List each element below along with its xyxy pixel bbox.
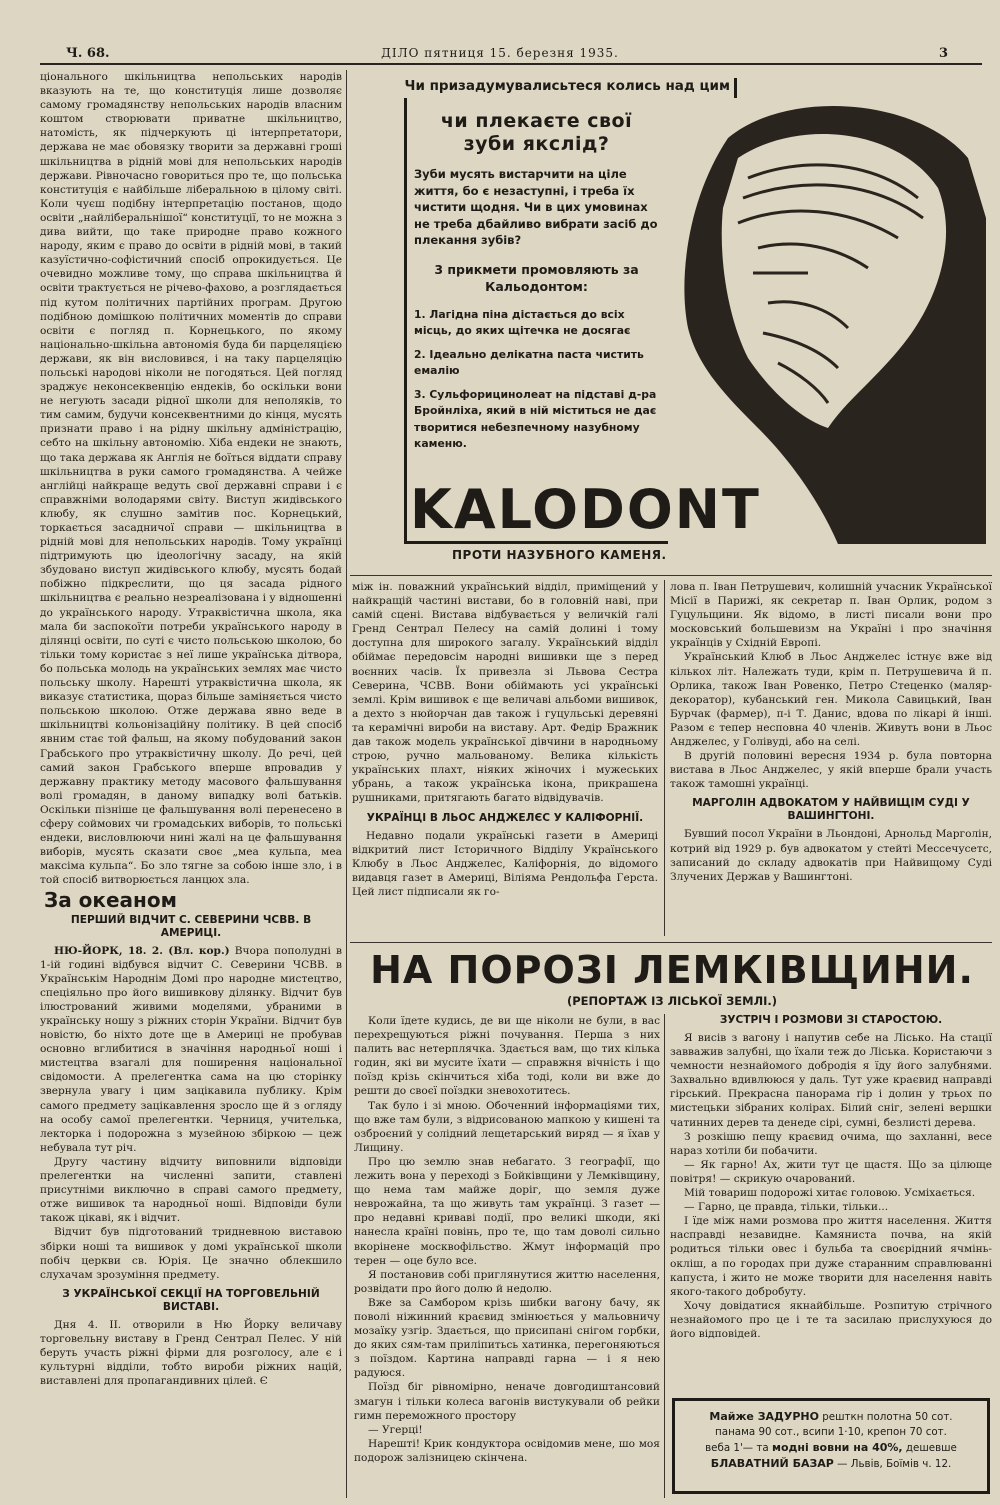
ad-body: Зуби мусять вистарчити на ціле життя, бо є незаступні, і треба їх чистити щодня. Чи в цих умовинах не треба дбайливо вибрати засіб до плекання зубів? bbox=[414, 167, 658, 248]
article-paragraph: Недавно подали українські газети в Америці відкритий лист Історичного Відділу Українського Клюбу в Льос Анджелес, Каліфорнія, до відомого видавця газет в Америці, Віліяма Рендольфа Герста. Цей лист підписали як го- bbox=[352, 829, 658, 898]
classified-text: дешевше bbox=[905, 1442, 957, 1454]
ad-headline: чи плекаєте свої зуби якслід? bbox=[440, 110, 633, 155]
col3-paragraph: лова п. Іван Петрушевич, колишній учасник Української Місії в Парижі, як секретар п. Іван Орлик, родом з Гуцульщини. Як відомо, в листі писали вони про московський большевизм на Україні і про значіння українців у Східній Европі. bbox=[670, 581, 992, 650]
classified-line-1 bbox=[685, 1409, 977, 1425]
page-number-label: Ч. 68. bbox=[66, 46, 110, 61]
feature-paragraph: З розкішю пещу краєвид очима, що захланні, весе нараз хотіли би побачити. bbox=[670, 1130, 992, 1157]
col3-paragraph: Український Клюб в Льос Анджелес істнує вже від кількох літ. Належать туди, крім п. Петрушевича й п. Орлика, також Іван Ровенко, Петро Стеценко (маляр-декоратор), кубанський ген. Микола Савицький, Іван Бурчак (фармер), п-і Т. Данис, вдова по лікарі й інші. Разом є тепер несповна 40 членів. Живуть вони в Льос Анджелес, у Голівуді, або на селі. bbox=[670, 651, 992, 749]
page-number-right: 3 bbox=[938, 46, 948, 61]
classified-address: — Львів, Боїмів ч. 12. bbox=[837, 1458, 952, 1470]
kalodont-advertisement bbox=[352, 72, 992, 570]
section-title-za-okeanom: За океаном bbox=[44, 888, 177, 913]
feature-column-b bbox=[670, 1014, 992, 1392]
column-divider bbox=[664, 1014, 665, 1498]
ad-top-line: Чи призадумувалисьтеся колись над цим bbox=[404, 78, 730, 94]
classified-text: решткн полотна 50 сот. bbox=[822, 1411, 953, 1423]
feature-paragraph: Коли їдете кудись, де ви ще ніколи не були, в вас перехрещуються ріжні почування. Перша з них палить вас нетерплячка. Здається вам, що тих кілька годин, які ви мусите їхати — справжня вічність і що поїзд крізь скінчиться хіба тоді, коли ви вже до решти до своєї поїздки зневохотитесь. bbox=[354, 1015, 660, 1098]
header-rule bbox=[40, 63, 982, 65]
ad-top-bar bbox=[734, 78, 737, 98]
ad-point: 3. Сульфорицинолеат на підставі д-ра Бройнліха, який в ній міститься не дає творитися небезпечному назубному каменю. bbox=[414, 387, 657, 451]
feature-paragraph: Мій товариш подорожі хитає головою. Усміхається. bbox=[684, 1187, 976, 1200]
feature-subtitle: (РЕПОРТАЖ ІЗ ЛІСЬКОЇ ЗЕМЛІ.) bbox=[566, 994, 778, 1008]
article-paragraph: Дня 4. II. отворили в Ню Йорку величаву торговельну виставу в Гренд Сентрал Пелес. У ній беруть участь ріжні фірми для розголосу, але є і культурні відділи, тобто вироби ріжних націй, виставлені для пропагандивних цілей. Є bbox=[40, 1318, 342, 1388]
ad-text-block bbox=[414, 110, 659, 460]
col2-paragraph: між ін. поважний український відділ, приміщений у найкращій частині вистави, бо в головній наві, при самій сцені. Вистава відбувається у величкій галі Гренд Сентрал Пелесу на самій долині і тому доступна для широкого загалу. Український відділ обіймає передовсім народні вишивки ще з перед воєнних часів. Їх привезла зі Львова Сестра Северина, ЧСВВ. Вони обіймають усі українські землі. Крім вишивок є ще величаві альбоми вишивок, а дехто з нюйорчан дав також і гуцульські деревяні та керамічні вироби на виставу. Арт. Федір Бражник дав також модель української дівчини в народньому строю, ручно мальованому. Велика кількість українських плахт, ніяких жіночих і мужеських убрань, а також українська ікона, прикрашена рушниками, притягають багато відвідувачів. bbox=[352, 581, 658, 805]
feature-paragraph: Я постановив собі приглянутися життю населення, розвідати про його долю й недолю. bbox=[354, 1268, 660, 1295]
classified-line-3 bbox=[685, 1440, 977, 1456]
feature-column-a bbox=[354, 1014, 660, 1500]
ad-bottom-rule bbox=[350, 575, 992, 576]
feature-paragraph: Так було і зі мною. Обоченний інформаціями тих, що вже там були, з відрисованою мапкою у кишені та озброєний у солідний лещетарський виряд — я їхав у Лищину. bbox=[354, 1099, 660, 1154]
feature-headline: НА ПОРОЗІ ЛЕМКІВЩИНИ. bbox=[370, 948, 974, 992]
classified-line-2: панама 90 сот., всипи 1·10, крепон 70 сот. bbox=[715, 1426, 947, 1438]
article-paragraph: Другу частину відчиту виповнили відповіди прелегентки на численні запити, ставлені присутніми виключно в справі самого предмету, отже вишивок та народньої ноші. Відповіди були також цікаві, як і відчит. bbox=[40, 1155, 342, 1225]
masthead: ДІЛО пятниця 15. березня 1935. bbox=[381, 46, 619, 60]
column-divider bbox=[346, 70, 347, 1498]
classified-text: веба 1'— та bbox=[705, 1442, 769, 1454]
col1-paragraph: ціонального шкільництва непольських народів вказують на те, що конституція лише дозволяє самому громадянству непольських народів власним коштом створювати приватне шкільництво, натомість, як підчеркують ці інтерпретатори, держава не має обовязку творити за державні гроші шкільництва в рідній мові для непольських народів держави. Рівночасно говориться про те, що польська конституція є найбільше ліберальною в цілому світі. Коли чуєш подібну інтерпретацію постанов, щодо освіти „найліберальнішої“ конституції, то не можна з дива вийти, що таке природне право кожного народу, яким є право до освіти в рідній мові, в такий казуїстично-софістичний спосіб опрокидується. Це очевидно можливе тому, що справа шкільництва й освіти трактується не річево-фахово, а розглядається під кутом політичних партійних програм. Другою подібною домішкою політичних моментів до справи освіти є погляд п. Корнецького, по якому національно-шкільна автономія буда би парцеляцією держави, як він висловився, і на таку парцеляцію польські народові ніколи не погодяться. Цей погляд зраджує неконсеквенцію ендеків, бо оскільки вони не негують засади рідної школи для неполяків, то тим самим, будучи консеквентними до кінця, мусять признати право і на рідну шкільну адміністрацію, себто на шкільну автономію. Хіба ендеки не знають, що така держава як Англія не боїться віддати справу шкільництва в руки самого громадянства. А чейже англійці найкраще ведуть свої державні справи і є справжніми володарями світу. Виступ жидівського клюбу, як слушно замітив пос. Корнецький, торкається засадничої справи — шкільництва в рідній мові для непольських народів. Тому українці підтримують цю ідеологічну засаду, на якій збудовано виступ жидівського клюбу, мусять бодай побіжно підкреслити, що ця засада рідного шкільництва є реально незреалізована і у відношенні до українського народу. Утраквістична школа, яка мала би заспокоїти потреби українського народу в ділянці освіти, по суті є чисто польською школою, бо тільки тому користає з неї лише українська дітвора, бо польська молодь на українських землях має чисто польську школу. Нарешті утраквістична школа, як виказує статистика, щораз більше заміняється чисто польською школою. Отже держава явно веде в шкільництві кольонізаційну політику. В цей спосіб явним стає той фальш, на якому побудований закон Грабського про утраквістичну школу. До речі, цей самий закон Грабського вперше впровадив у державну практику методу масового фальшування волі громадян, в даному випадку волі батьків. Оскільки пізніше це фальшування волі перенесено в сферу соймових чи громадських виборів, то польські ендеки, висловлюючи нині жалі на це фальшування виборів, мусять сказати своє „меа кульпа, меа максіма кульпа“. Бо зло тягне за собою інше зло, і в той спосіб витворюється ланцюх зла. bbox=[40, 71, 342, 887]
classified-emphasis: модні вовни на 40%, bbox=[771, 1441, 903, 1454]
col3-paragraph: В другій половині вересня 1934 р. була повторна вистава в Льос Анджелес, у якій вперше брали участь також тамошні українці. bbox=[670, 750, 992, 791]
article-title-margolin: МАРГОЛІН АДВОКАТОМ У НАЙВИЩІМ СУДІ У ВАШИНГТОНІ. bbox=[692, 797, 970, 823]
article-paragraph: Вчора пополудні в 1-ій годині відбувся відчит С. Северини ЧСВВ. в Українськім Народнім Домі про народне мистецтво, спеціяльно про його вишивкову ділянку. Відчит був ілюстрований живими моделями, убраними в українську ношу з ріжних сторін України. Відчит був новістю, бо ніхто доте ще в Америці не пробував основно вглибитися в значіння народньої ноші і мистецтва взагалі для поширення національної свідомости. А прелегентка сама на цю сторінку звернула увагу і цим зацікавила публику. Крім самого предмету зацікавлення зросло ще й з огляду на особу самої прелегентки. Черниця, учителька, лекторка і подорожна з музейною збіркою — цеж небувала тут річ. bbox=[40, 944, 342, 1154]
classified-line-4 bbox=[685, 1456, 977, 1472]
feature-subheading: ЗУСТРІЧ І РОЗМОВИ ЗІ СТАРОСТОЮ. bbox=[719, 1014, 943, 1026]
ad-point: 2. Ідеально делікатна паста чистить емалію bbox=[414, 347, 644, 378]
feature-top-rule bbox=[350, 942, 992, 943]
article-paragraph: Відчит був підготований тридневною виставою збірки ноші та вишивок у домі української школи побіч церкви св. Юрія. Це значно облекшило слухачам зрозуміння предмету. bbox=[40, 1226, 342, 1281]
feature-paragraph: Нарешті! Крик кондуктора освідомив мене, шо моя подорож залізницею скінчена. bbox=[354, 1437, 660, 1464]
column-3 bbox=[670, 580, 992, 936]
article-title-ukrainian-section: З УКРАЇНСЬКОЇ СЕКЦІЇ НА ТОРГОВЕЛЬНІЙ ВИСТАВІ. bbox=[62, 1287, 320, 1313]
ad-tagline: ПРОТИ НАЗУБНОГО КАМЕНЯ. bbox=[452, 548, 667, 562]
feature-paragraph: Я висів з вагону і напутив себе на Лісько. На стації завважив залубні, що їхали теж до Ліська. Користаючи з чемности незнайомого добродія я їду його залубнями. Захвально вдивлююся у даль. Тут уже краєвид направді гірський. Прекрасна панорама гір і долин у трьох по мистецьки зібраних колірах. Білий сніг, зелені вершки чатинних дерев та денеде сірі, сумні, безлисті дерева. bbox=[670, 1032, 992, 1129]
column-2 bbox=[352, 580, 658, 936]
feature-paragraph: — Як гарно! Ах, жити тут це щастя. Що за цілюще повітря! — скрикую очарований. bbox=[670, 1158, 992, 1185]
feature-paragraph: Про цю землю знав небагато. З географії, що лежить вона у переході з Бойківщини у Лемківщину, що нема там майже доріг, що земля дуже неврожайна, та що живуть там українці. З газет — про недавні криваві події, про великі шкоди, які нанесла країні повінь, про те, що там доволі сильно вкорінене москвофільство. Жмут інформацій про терен — оце було все. bbox=[354, 1155, 660, 1267]
column-divider bbox=[664, 580, 665, 936]
ad-point: 1. Лагідна піна дістається до всіх місць, до яких щітечка не досягає bbox=[414, 307, 631, 338]
ad-brand-kalodont: KALODONT bbox=[410, 478, 761, 541]
feature-paragraph: Вже за Самбором крізь шибки вагону бачу, як поволі ніжинний краєвид змінюється у мальовничу мозаїку узгір. Здається, що присипані снігом горбки, до яких сям-там приліпитьсь хатинка, перегоняються з поїздом. Картина направді гарна — і я нею радуюся. bbox=[354, 1296, 660, 1380]
classified-advertisement bbox=[672, 1398, 990, 1494]
ad-points bbox=[414, 307, 659, 453]
feature-paragraph: — Гарно, це правда, тільки, тільки... bbox=[684, 1201, 889, 1214]
ad-subheading: 3 прикмети промовляють за Кальодонтом: bbox=[434, 261, 639, 294]
article-paragraph: Бувший посол України в Льондоні, Арнольд Марголін, котрий від 1929 р. був адвокатом у стейті Мессечусетс, записаний до складу адвокатів при Найвищому Суді Злучених Держав у Вашингтоні. bbox=[670, 828, 992, 883]
article-title-los-angeles: УКРАЇНЦІ В ЛЬОС АНДЖЕЛЄС У КАЛІФОРНІЇ. bbox=[366, 811, 644, 824]
feature-paragraph: Хочу довідатися якнайбільше. Розпитую стрічного незнайомого про це і те та засилаю прислухуюся до його відповідей. bbox=[670, 1299, 992, 1340]
classified-emphasis: Майже ЗАДУРНО bbox=[709, 1410, 819, 1423]
classified-store-name: БЛАВАТНИЙ БАЗАР bbox=[710, 1457, 834, 1470]
article-dateline: НЮ-ЙОРК, 18. 2. (Вл. кор.) bbox=[54, 944, 230, 957]
feature-paragraph: Поїзд біг рівномірно, неначе довгодиштансовий змагун і тільки колеса вагонів вистукували об рейки гимн переможного простору bbox=[354, 1381, 660, 1422]
feature-paragraph: — Угерці! bbox=[368, 1423, 423, 1436]
column-1 bbox=[40, 70, 342, 1500]
article-title-severyna: ПЕРШИЙ ВІДЧИТ С. СЕВЕРИНИ ЧСВВ. В АМЕРИЦІ. bbox=[70, 913, 312, 939]
feature-paragraph: І їде між нами розмова про життя населення. Життя насправді незавидне. Камяниста почва, на якій родиться тільки овес і бульба та своєрідний ячмінь-окліш, а по городах при дуже старанним справлюванні капуста, і жито не може творити для населення навіть якого-такого добробуту. bbox=[670, 1215, 992, 1298]
